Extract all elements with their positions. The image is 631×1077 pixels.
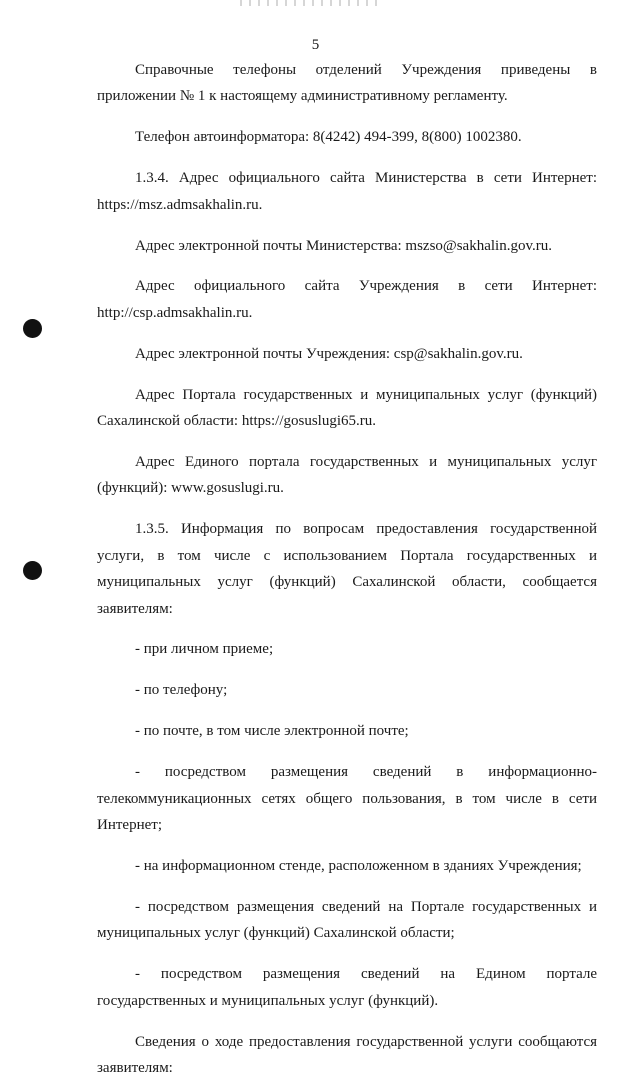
text-line: 1.3.5. Информация по вопросам предоставления государственной: [135, 521, 597, 537]
text-line: Адрес Единого портала государственных и муниципальных услуг: [135, 454, 597, 470]
text-line: - посредством размещения сведений на Портале государственных и: [135, 899, 597, 915]
text-line: https://msz.admsakhalin.ru.: [97, 197, 263, 213]
text-line: - по телефону;: [135, 682, 228, 698]
text-line: Сведения о ходе предоставления государственной услуги сообщаются: [135, 1034, 597, 1050]
text-line: Справочные телефоны отделений Учреждения приведены в: [135, 62, 597, 78]
text-line: Адрес официального сайта Учреждения в сети Интернет:: [135, 278, 597, 294]
text-line: - посредством размещения сведений в информационно-: [135, 764, 597, 780]
text-line: Телефон автоинформатора: 8(4242) 494-399, 8(800) 1002380.: [135, 129, 522, 145]
text-line: - при личном приеме;: [135, 641, 274, 657]
text-line: http://csp.admsakhalin.ru.: [97, 305, 253, 321]
text-line: муниципальных услуг (функций) Сахалинской области;: [97, 925, 455, 941]
text-line: Сахалинской области: https://gosuslugi65.ru.: [97, 413, 376, 429]
text-line: приложении № 1 к настоящему административному регламенту.: [97, 88, 508, 104]
text-line: заявителям:: [97, 1060, 173, 1076]
scan-artifact: [240, 0, 380, 6]
text-line: - по почте, в том числе электронной почте;: [135, 723, 409, 739]
punch-hole: [23, 561, 42, 580]
text-line: Адрес Портала государственных и муниципальных услуг (функций): [135, 387, 597, 403]
text-line: (функций): www.gosuslugi.ru.: [97, 480, 284, 496]
text-line: услуги, в том числе с использованием Портала государственных и: [97, 548, 597, 564]
text-line: заявителям:: [97, 601, 173, 617]
text-line: - на информационном стенде, расположенном в зданиях Учреждения;: [135, 858, 582, 874]
text-line: Адрес электронной почты Учреждения: csp@sakhalin.gov.ru.: [135, 346, 523, 362]
text-line: Интернет;: [97, 817, 162, 833]
text-line: телекоммуникационных сетях общего пользования, в том числе в сети: [97, 791, 597, 807]
text-line: 1.3.4. Адрес официального сайта Министерства в сети Интернет:: [135, 170, 597, 186]
text-line: - посредством размещения сведений на Едином портале: [135, 966, 597, 982]
page-number: 5: [311, 37, 320, 53]
punch-hole: [23, 319, 42, 338]
text-line: муниципальных услуг (функций) Сахалинской области, сообщается: [97, 574, 597, 590]
text-line: государственных и муниципальных услуг (функций).: [97, 993, 439, 1009]
text-line: Адрес электронной почты Министерства: mszso@sakhalin.gov.ru.: [135, 238, 552, 254]
